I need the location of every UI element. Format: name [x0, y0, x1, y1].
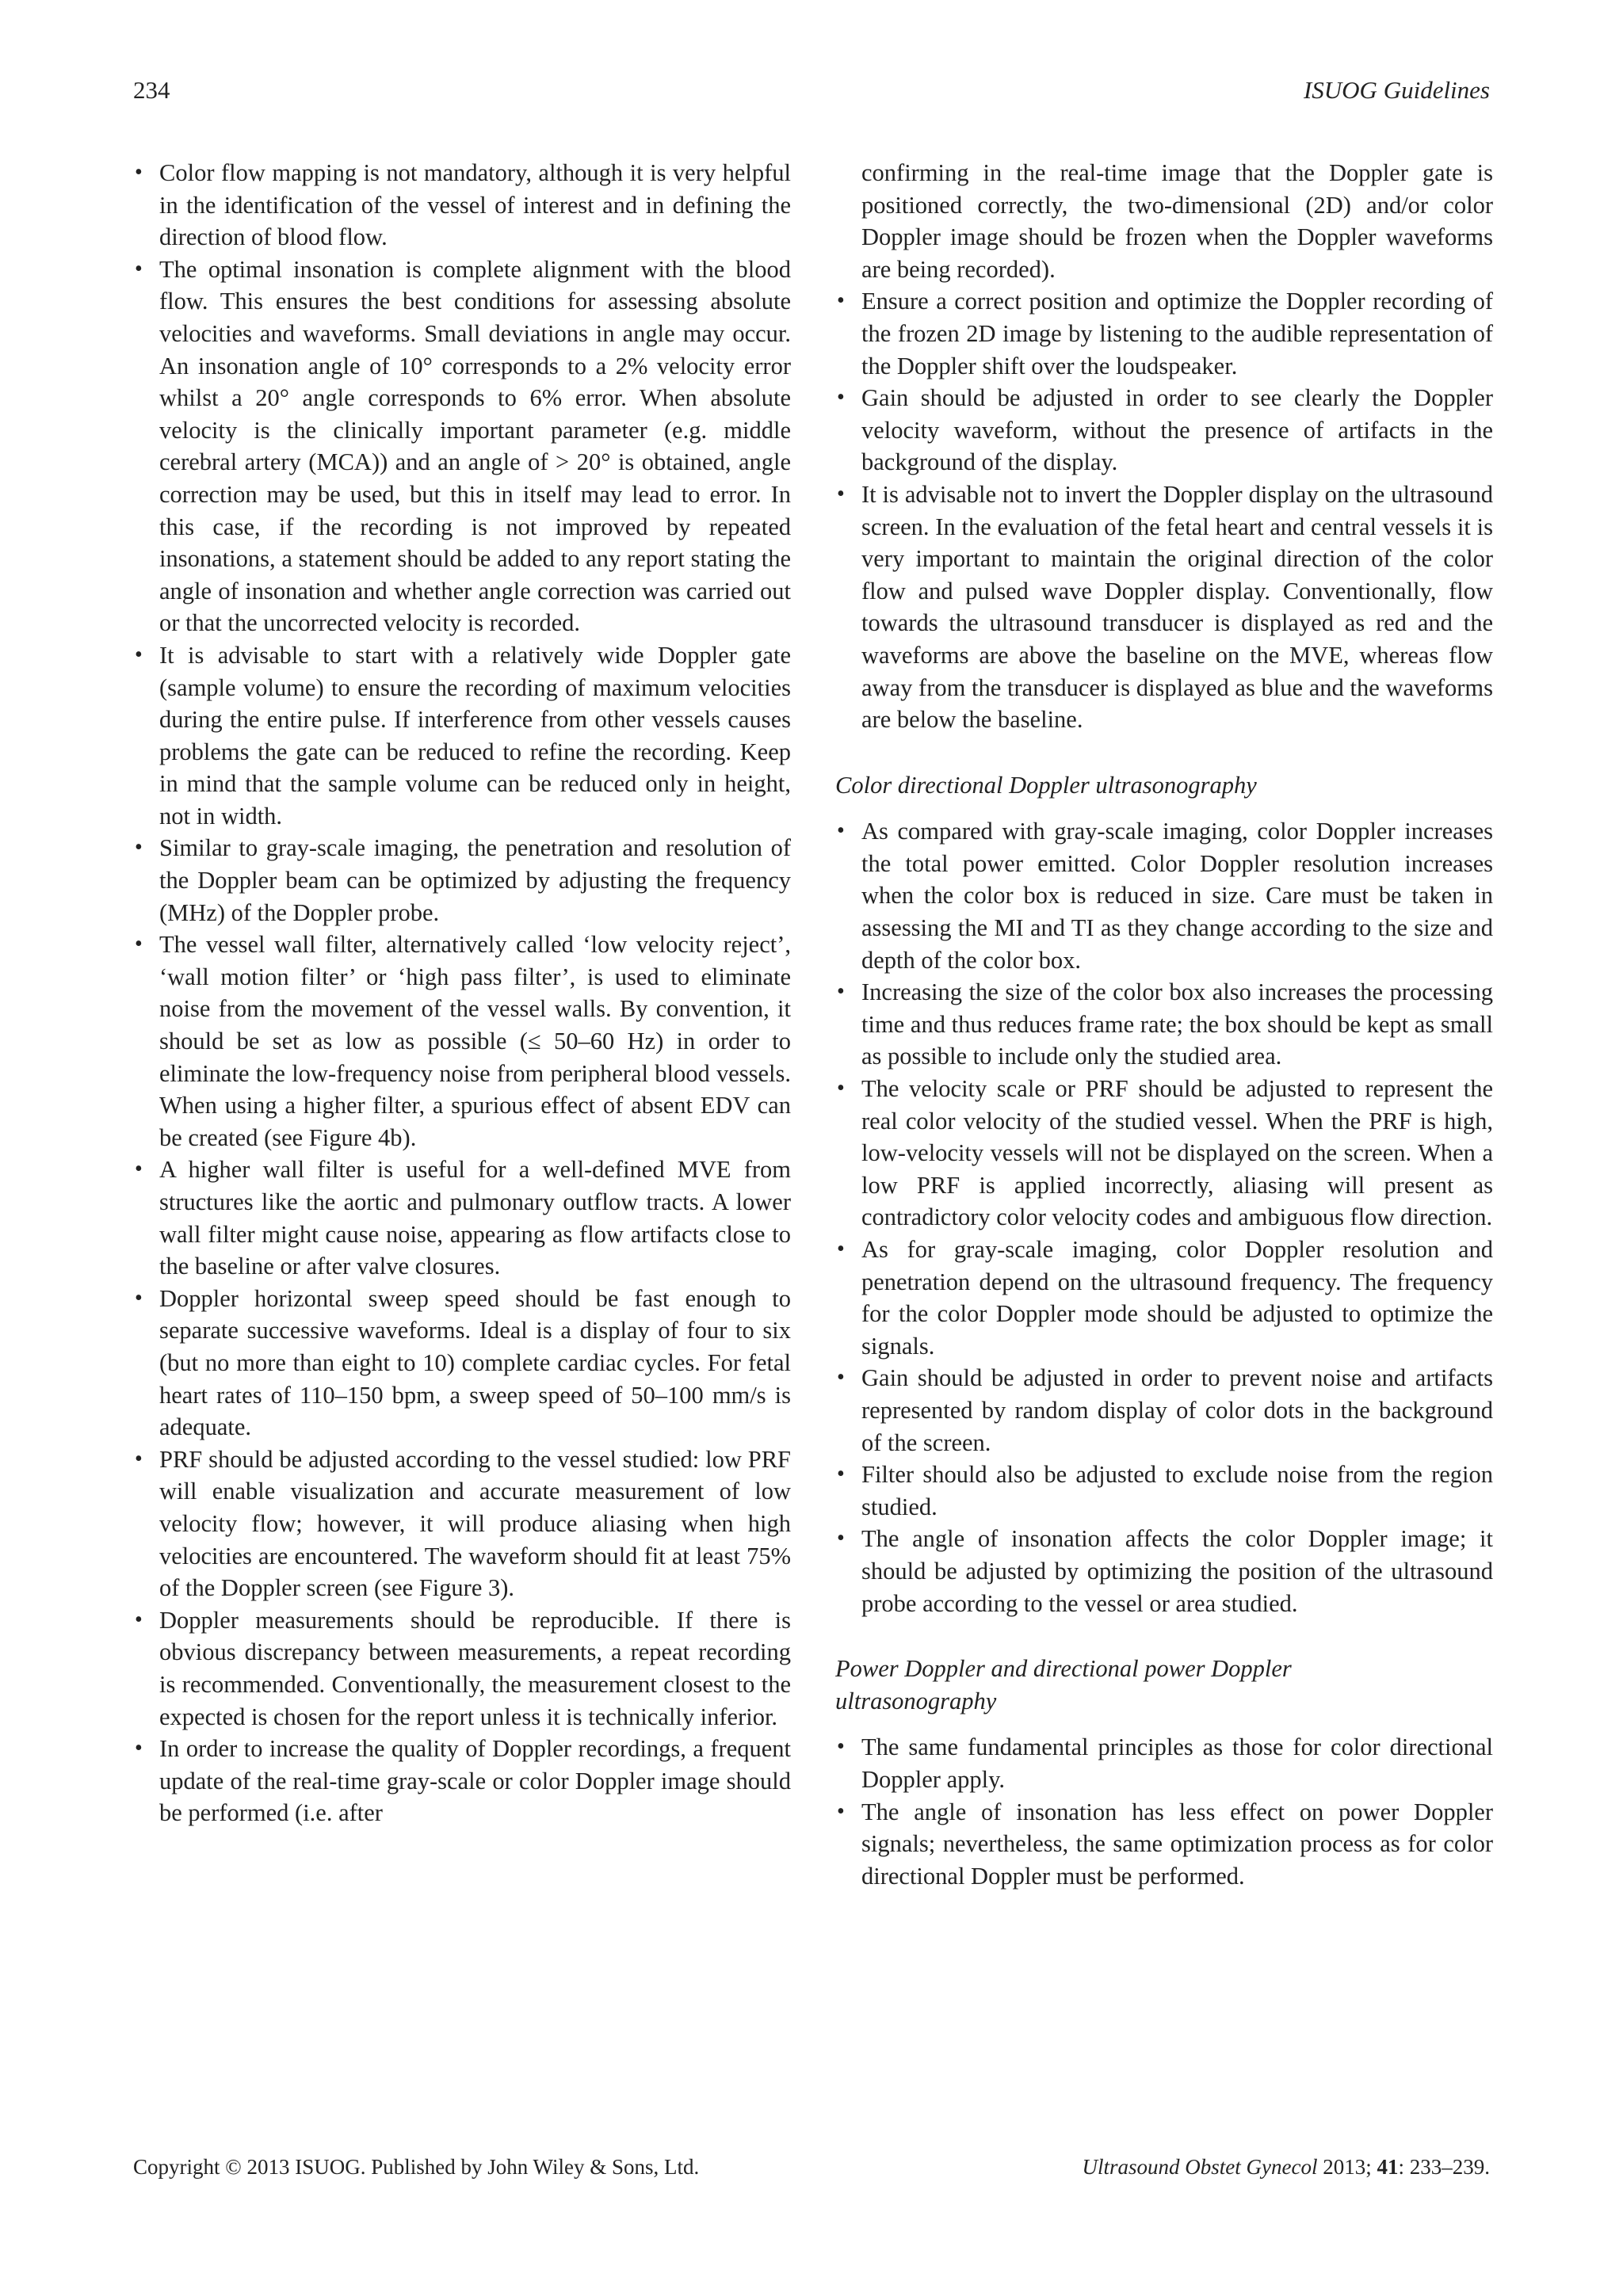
list-item: • Filter should also be adjusted to exclude noise from the region studied.	[835, 1459, 1493, 1523]
list-item: • The angle of insonation affects the color Doppler image; it should be adjusted by optimizing the position of the ultrasound probe according to the vessel or area studied.	[835, 1523, 1493, 1619]
heading-line-2: ultrasonography	[835, 1687, 997, 1714]
list-item: • Doppler horizontal sweep speed should be fast enough to separate successive waveforms. Ideal is a display of four to six (but no more than eight to 10) complete cardiac cycles. For fetal heart rates of 110–150 bpm, a sweep speed of 50–100 mm/s is adequate.	[133, 1283, 791, 1444]
left-column	[133, 157, 791, 1829]
list-item: • Increasing the size of the color box also increases the processing time and thus reduces frame rate; the box should be kept as small as possible to include only the studied area.	[835, 976, 1493, 1073]
list-item: • Doppler measurements should be reproducible. If there is obvious discrepancy between measurements, a repeat recording is recommended. Conventionally, the measurement closest to the expected is chosen for the report unless it is technically inferior.	[133, 1604, 791, 1733]
list-item: • It is advisable not to invert the Doppler display on the ultrasound screen. In the evaluation of the fetal heart and central vessels it is very important to maintain the original direction of the color flow and pulsed wave Doppler display. Conventionally, flow towards the ultrasound transducer is displayed as red and the waveforms are above the baseline on the MVE, whereas flow away from the transducer is displayed as blue and the waveforms are below the baseline.	[835, 479, 1493, 736]
list-item: • Gain should be adjusted in order to prevent noise and artifacts represented by random display of color dots in the background of the screen.	[835, 1362, 1493, 1459]
list-item-continuation	[835, 157, 1493, 285]
continuation-text: confirming in the real-time image that the Doppler gate is positioned correctly, the two-dimensional (2D) and/or color Doppler image should be frozen when the Doppler waveforms are being recorded).	[861, 159, 1493, 283]
journal-name: Ultrasound Obstet Gynecol	[1082, 2155, 1318, 2179]
page-number: 234	[133, 76, 170, 104]
citation-year: 2013;	[1317, 2155, 1377, 2179]
doppler-settings-list	[133, 157, 791, 1829]
color-doppler-list	[835, 815, 1493, 1619]
running-title: ISUOG Guidelines	[1303, 76, 1490, 104]
list-item: • In order to increase the quality of Doppler recordings, a frequent update of the real-time gray-scale or color Doppler image should be performed (i.e. after	[133, 1733, 791, 1829]
list-item: • PRF should be adjusted according to the vessel studied: low PRF will enable visualization and accurate measurement of low velocity flow; however, it will produce aliasing when high velocities are encountered. The waveform should fit at least 75% of the Doppler screen (see Figure 3).	[133, 1444, 791, 1604]
list-item: • It is advisable to start with a relatively wide Doppler gate (sample volume) to ensure the recording of maximum velocities during the entire pulse. If interference from other vessels causes problems the gate can be reduced to refine the recording. Keep in mind that the sample volume can be reduced only in height, not in width.	[133, 639, 791, 833]
list-item: • The optimal insonation is complete alignment with the blood flow. This ensures the best conditions for assessing absolute velocities and waveforms. Small deviations in angle may occur. An insonation angle of 10° corresponds to a 2% velocity error whilst a 20° angle corresponds to 6% error. When absolute velocity is the clinically important parameter (e.g. middle cerebral artery (MCA)) and an angle of > 20° is obtained, angle correction may be used, but this in itself may lead to error. In this case, if the recording is not improved by repeated insonations, a statement should be added to any report stating the angle of insonation and whether angle correction was carried out or that the uncorrected velocity is recorded.	[133, 254, 791, 639]
list-item: • A higher wall filter is useful for a well-defined MVE from structures like the aortic and pulmonary outflow tracts. A lower wall filter might cause noise, appearing as flow artifacts close to the baseline or after valve closures.	[133, 1154, 791, 1282]
citation	[1083, 2155, 1491, 2180]
list-item: • Color flow mapping is not mandatory, although it is very helpful in the identification of the vessel of interest and in defining the direction of blood flow.	[133, 157, 791, 254]
heading-line-1: Power Doppler and directional power Doppler	[835, 1655, 1292, 1683]
list-item: • The same fundamental principles as those for color directional Doppler apply.	[835, 1731, 1493, 1795]
list-item: • Gain should be adjusted in order to see clearly the Doppler velocity waveform, without the presence of artifacts in the background of the display.	[835, 382, 1493, 479]
list-item: • Ensure a correct position and optimize the Doppler recording of the frozen 2D image by listening to the audible representation of the Doppler shift over the loudspeaker.	[835, 285, 1493, 382]
section-heading-color-doppler: Color directional Doppler ultrasonography	[835, 771, 1257, 799]
list-item: • The angle of insonation has less effect on power Doppler signals; nevertheless, the same optimization process as for color directional Doppler must be performed.	[835, 1796, 1493, 1893]
citation-pages: : 233–239.	[1398, 2155, 1490, 2179]
list-item: • As for gray-scale imaging, color Doppler resolution and penetration depend on the ultrasound frequency. The frequency for the color Doppler mode should be adjusted to optimize the signals.	[835, 1234, 1493, 1362]
doppler-settings-list-continued	[835, 157, 1493, 736]
power-doppler-list	[835, 1731, 1493, 1892]
list-item: • As compared with gray-scale imaging, color Doppler increases the total power emitted. Color Doppler resolution increases when the color box is reduced in size. Care must be taken in assessing the MI and TI as they change according to the size and depth of the color box.	[835, 815, 1493, 976]
list-item: • Similar to gray-scale imaging, the penetration and resolution of the Doppler beam can be optimized by adjusting the frequency (MHz) of the Doppler probe.	[133, 832, 791, 929]
list-item: • The vessel wall filter, alternatively called ‘low velocity reject’, ‘wall motion filter’ or ‘high pass filter’, is used to eliminate noise from the movement of the vessel walls. By convention, it should be set as low as possible (≤ 50–60 Hz) in order to eliminate the low-frequency noise from peripheral blood vessels. When using a higher filter, a spurious effect of absent EDV can be created (see Figure 4b).	[133, 929, 791, 1154]
section-heading-power-doppler	[835, 1653, 1493, 1717]
right-column	[835, 157, 1493, 1892]
page-header	[133, 76, 1490, 114]
copyright-notice: Copyright © 2013 ISUOG. Published by John Wiley & Sons, Ltd.	[133, 2155, 700, 2179]
citation-volume: 41	[1377, 2155, 1399, 2179]
list-item: • The velocity scale or PRF should be adjusted to represent the real color velocity of the studied vessel. When the PRF is high, low-velocity vessels will not be displayed on the screen. When a low PRF is applied incorrectly, aliasing will present as contradictory color velocity codes and ambiguous flow direction.	[835, 1073, 1493, 1234]
